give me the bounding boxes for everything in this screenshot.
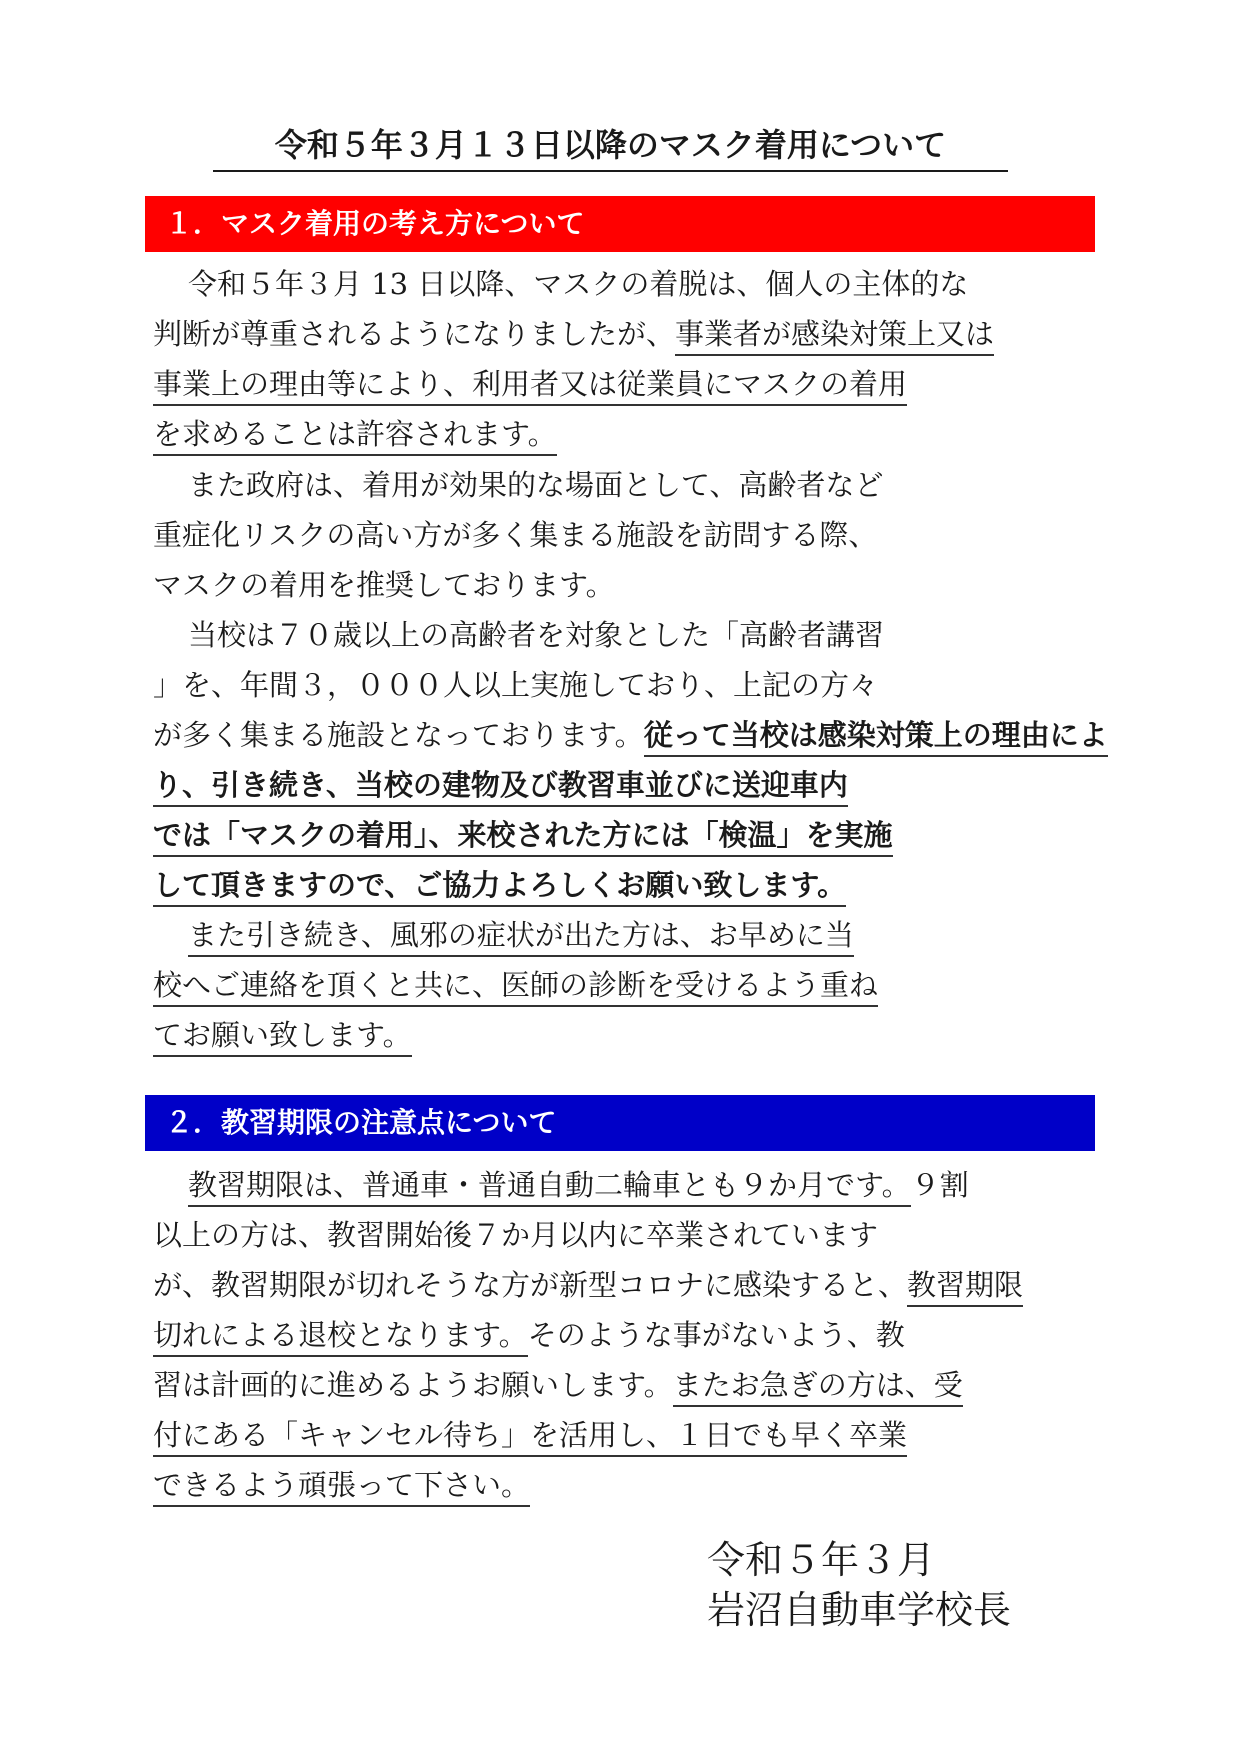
p2-line2: 重症化リスクの高い方が多く集まる施設を訪問する際、 (153, 518, 878, 552)
p4-line2: 校へご連絡を頂くと共に、医師の診断を受けるよう重ね (153, 968, 878, 1007)
p1-line3: 事業上の理由等により、利用者又は従業員にマスクの着用 (153, 367, 907, 406)
p4-line1: また引き続き、風邪の症状が出た方は、お早めに当 (188, 918, 854, 957)
p5-line5a: 習は計画的に進めるようお願いします。 (153, 1368, 673, 1402)
p5-line4a: 切れによる退校となります。 (153, 1318, 528, 1357)
section2-paragraph (153, 1160, 1093, 1510)
p5-line1b: ９割 (910, 1168, 969, 1202)
p1-line1: 令和５年３月 13 日以降、マスクの着脱は、個人の主体的な (188, 267, 969, 301)
p5-line6: 付にある「キャンセル待ち」を活用し、１日でも早く卒業 (153, 1418, 907, 1457)
p5-line5b: またお急ぎの方は、受 (673, 1368, 963, 1407)
p2-line1: また政府は、着用が効果的な場面として、高齢者など (188, 468, 884, 502)
p5-line4b: そのような事がないよう、教 (527, 1318, 905, 1352)
section1-heading: １．マスク着用の考え方について (145, 196, 1095, 252)
p1-line2b: 事業者が感染対策上又は (675, 317, 994, 356)
p3-line2: 」を、年間３，０００人以上実施しており、上記の方々 (153, 668, 879, 702)
p3-line6: して頂きますので、ご協力よろしくお願い致します。 (153, 868, 846, 907)
p5-line3a: が、教習期限が切れそうな方が新型コロナに感染すると、 (153, 1268, 908, 1302)
page-title: 令和５年３月１３日以降のマスク着用について (213, 122, 1008, 172)
p3-line4: り、引き続き、当校の建物及び教習車並びに送迎車内 (153, 768, 848, 807)
section1-paragraph3 (153, 610, 1108, 910)
p5-line7: できるよう頑張って下さい。 (153, 1468, 530, 1507)
p3-line3a: が多く集まる施設となっております。 (153, 718, 644, 752)
p3-line1: 当校は７０歳以上の高齢者を対象とした「高齢者講習 (188, 618, 885, 652)
signature-date: 令和５年３月 (707, 1538, 936, 1582)
p5-line1a: 教習期限は、普通車・普通自動二輪車とも９か月です。 (188, 1168, 911, 1207)
signature (707, 1535, 1011, 1635)
section2-heading: ２．教習期限の注意点について (145, 1095, 1095, 1151)
p3-line3b: 従って当校は感染対策上の理由によ (644, 718, 1108, 757)
p5-line3b: 教習期限 (907, 1268, 1023, 1307)
section1-paragraph2 (153, 460, 1093, 610)
p1-line4: を求めることは許容されます。 (153, 417, 557, 456)
p2-line3: マスクの着用を推奨しております。 (153, 568, 615, 602)
section1-paragraph1 (153, 259, 1093, 459)
signature-author: 岩沼自動車学校長 (707, 1588, 1012, 1632)
p4-line3: てお願い致します。 (153, 1018, 412, 1057)
p1-line2a: 判断が尊重されるようになりましたが、 (153, 317, 676, 351)
p5-line2: 以上の方は、教習開始後７か月以内に卒業されています (153, 1218, 879, 1252)
p3-line5: では「マスクの着用」、来校された方には「検温」を実施 (153, 818, 893, 857)
section1-paragraph4 (153, 910, 1093, 1060)
